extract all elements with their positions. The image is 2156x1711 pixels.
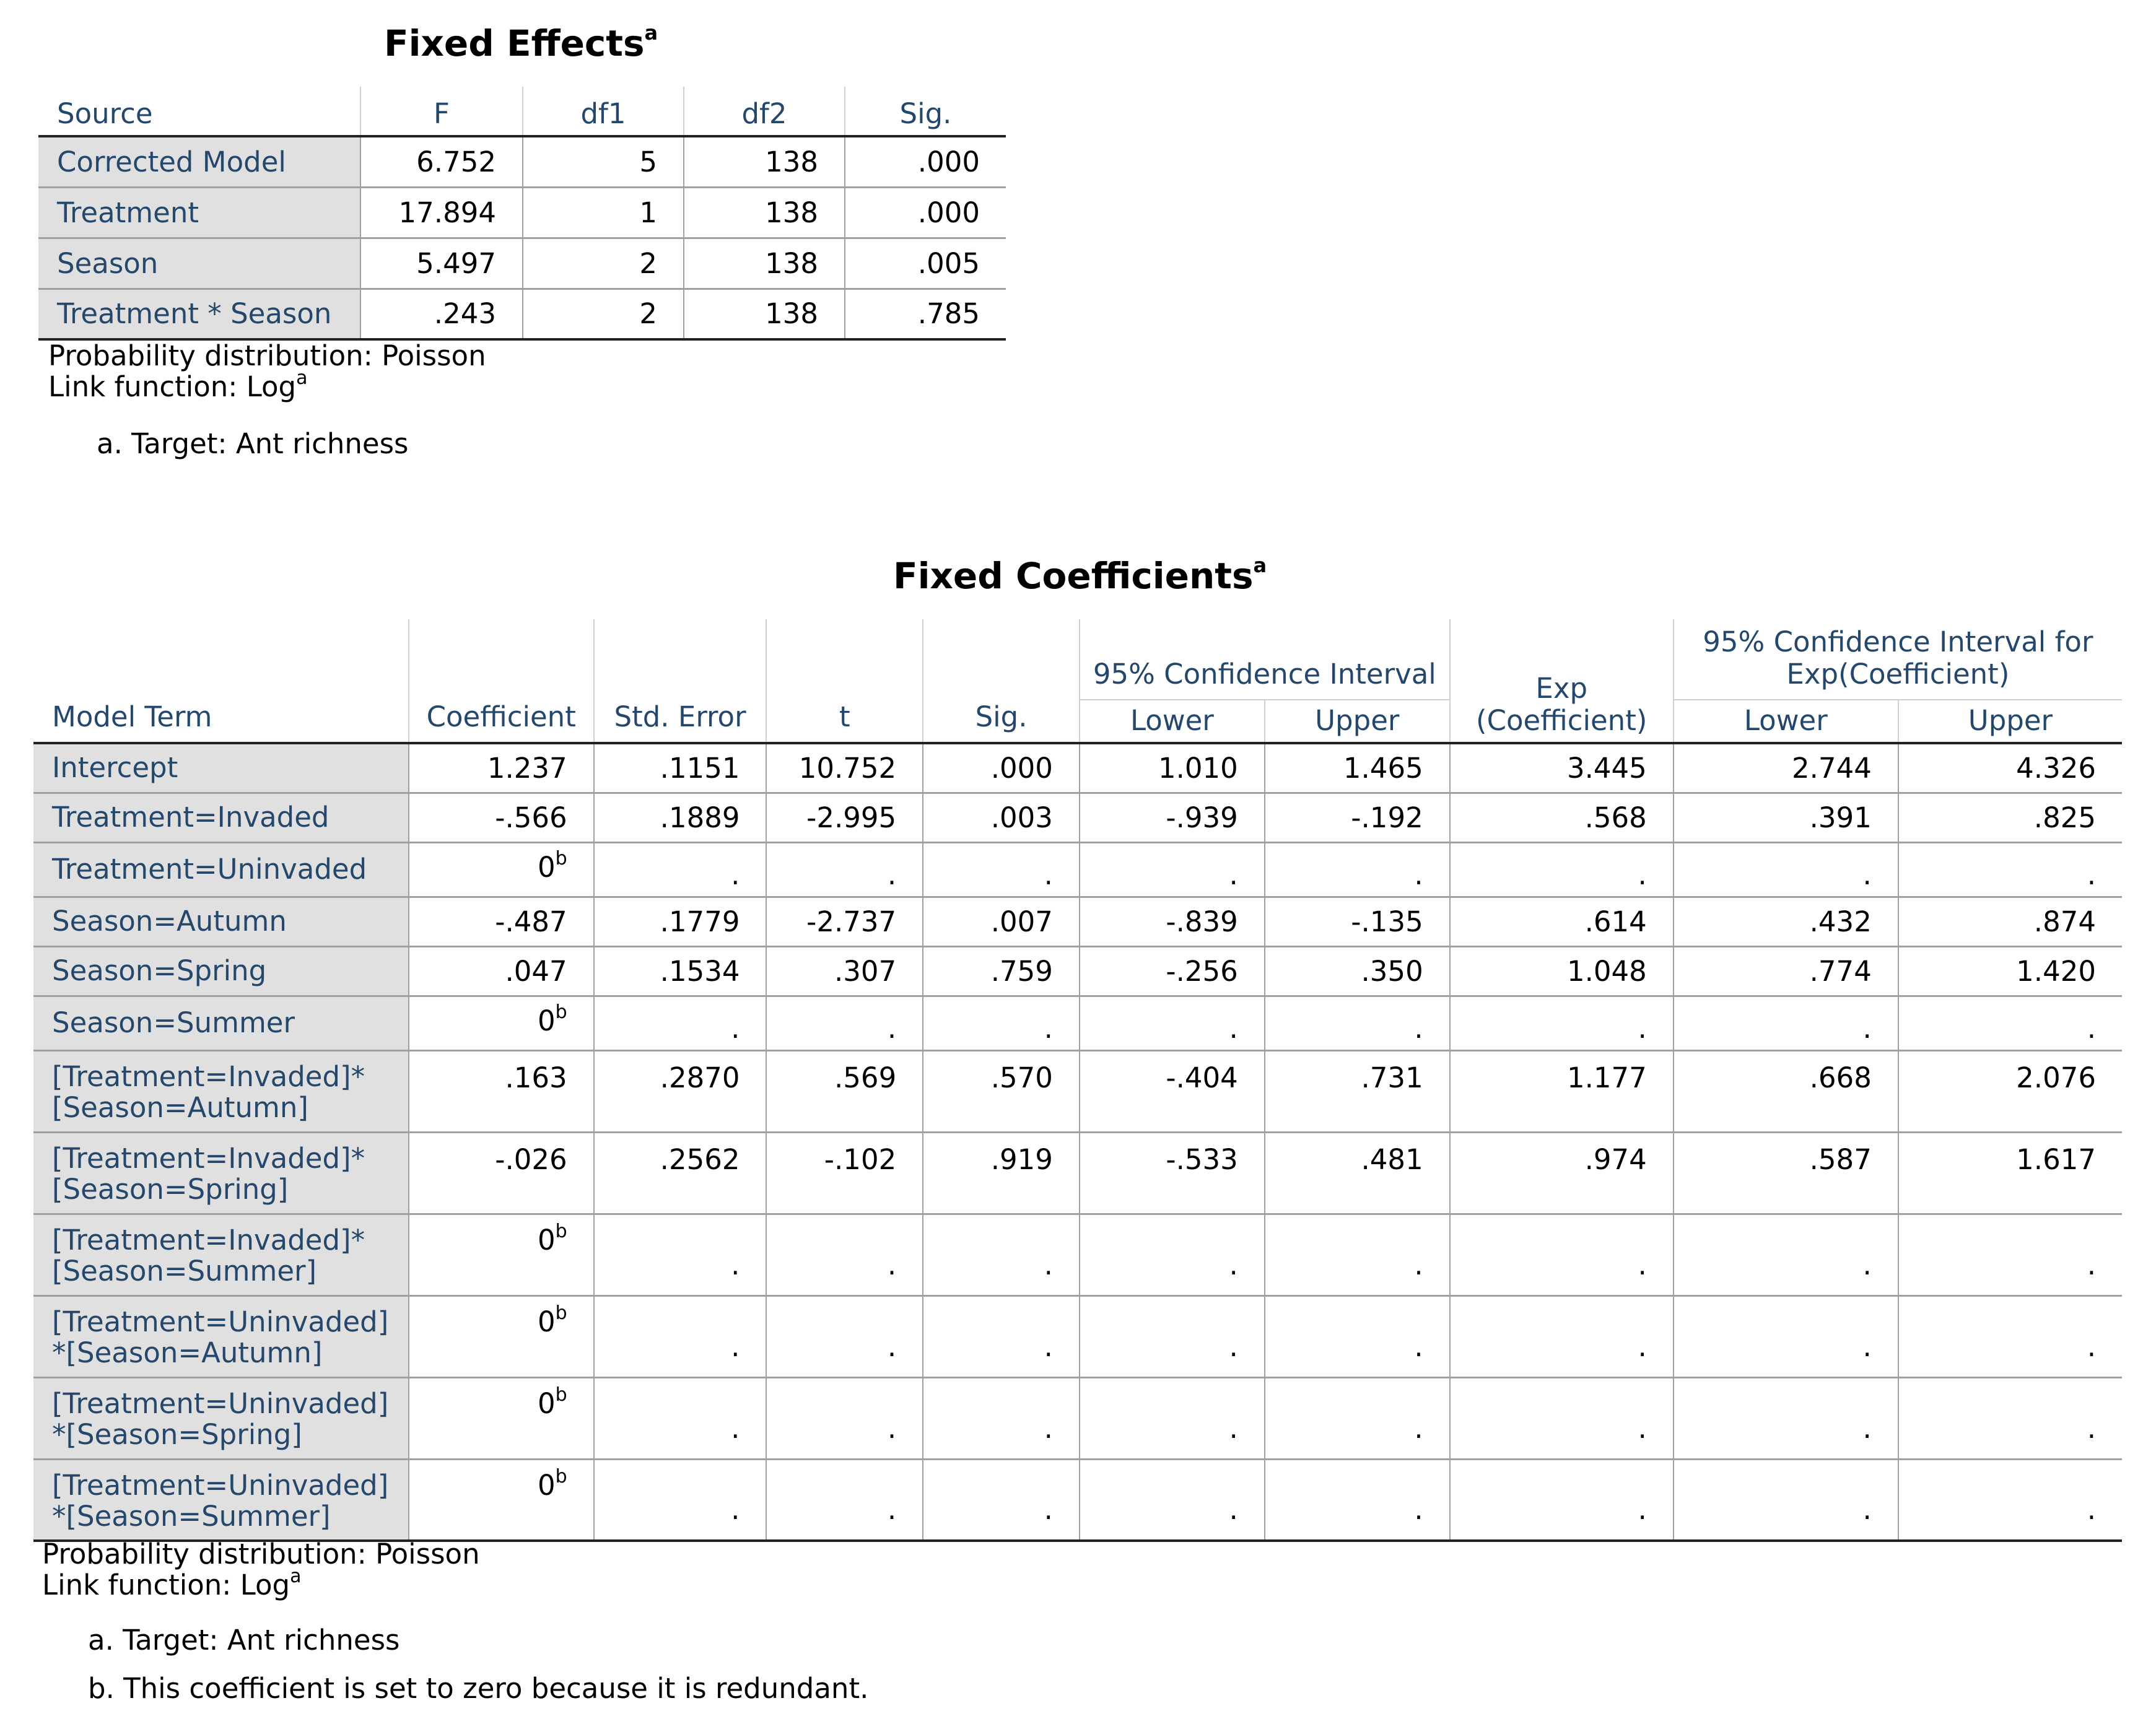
cell-sig: .003 — [923, 793, 1080, 842]
model-term-line2: [Season=Autumn] — [52, 1091, 308, 1124]
table-row — [33, 946, 2122, 996]
table-row — [38, 289, 1006, 339]
coefficient-footnote: b — [555, 1001, 567, 1023]
fixed-coefficients-note-a: a. Target: Ant richness — [88, 1624, 400, 1657]
row-label-model-term — [33, 743, 409, 793]
cell-f: 5.497 — [360, 238, 523, 289]
fixed-coefficients-table — [33, 619, 2122, 1542]
cell-t: .569 — [766, 1050, 923, 1132]
fixed-coefficients-body — [33, 743, 2122, 1541]
cell-exp-ci-lower: . — [1674, 996, 1898, 1050]
model-term-line1: Season=Spring — [52, 954, 267, 987]
model-term-line1: [Treatment=Uninvaded] — [52, 1387, 389, 1420]
col-header-model-term: Model Term — [52, 700, 212, 733]
cell-exp-ci-upper: . — [1898, 842, 2122, 897]
cell-exp-ci-upper: . — [1898, 1377, 2122, 1459]
cell-exp-ci-upper: 1.617 — [1898, 1132, 2122, 1214]
cell-exp-ci-upper: 1.420 — [1898, 946, 2122, 996]
coefficient-value: .163 — [505, 1061, 567, 1094]
cell-exp-coefficient: 1.177 — [1450, 1050, 1674, 1132]
cell-exp-coefficient: . — [1450, 1295, 1674, 1377]
cell-exp-ci-upper: . — [1898, 1295, 2122, 1377]
cell-exp-ci-upper: . — [1898, 1214, 2122, 1295]
row-label-model-term — [33, 996, 409, 1050]
col-header-ci-lower: Lower — [1080, 700, 1265, 743]
coefficient-value: 0 — [537, 850, 556, 884]
cell-std-error: . — [594, 842, 767, 897]
cell-t: .307 — [766, 946, 923, 996]
cell-ci-lower: 1.010 — [1080, 743, 1265, 793]
cell-std-error: . — [594, 1214, 767, 1295]
model-term-line1: Treatment=Invaded — [52, 801, 330, 834]
table-row — [33, 1132, 2122, 1214]
cell-exp-coefficient: . — [1450, 1459, 1674, 1541]
cell-std-error: . — [594, 1459, 767, 1541]
cell-ci-lower: . — [1080, 1377, 1265, 1459]
cell-sig: . — [923, 1377, 1080, 1459]
col-header-exp-ci-line1: 95% Confidence Interval for — [1703, 625, 2093, 658]
cell-ci-lower: -.533 — [1080, 1132, 1265, 1214]
fixed-effects-title — [384, 22, 658, 64]
cell-std-error: .1889 — [594, 793, 767, 842]
coefficient-value: -.487 — [495, 905, 567, 938]
table-row — [33, 1377, 2122, 1459]
cell-t: -2.737 — [766, 897, 923, 946]
cell-std-error: .1779 — [594, 897, 767, 946]
fixed-effects-link-footnote: a — [296, 367, 308, 389]
cell-coefficient — [409, 1459, 594, 1541]
cell-ci-lower: . — [1080, 996, 1265, 1050]
fixed-effects-title-footnote: a — [644, 21, 658, 45]
row-label-model-term — [33, 1459, 409, 1541]
coefficient-footnote: b — [555, 847, 567, 869]
model-term-line1: [Treatment=Invaded]* — [52, 1141, 365, 1175]
col-header-exp-ci-upper: Upper — [1898, 700, 2122, 743]
cell-sig: . — [923, 842, 1080, 897]
coefficient-footnote: b — [555, 1220, 567, 1242]
cell-df2: 138 — [684, 289, 845, 339]
col-header-exp-ci-lower: Lower — [1674, 700, 1898, 743]
coefficient-footnote: b — [555, 1465, 567, 1487]
row-label-source: Season — [38, 238, 360, 289]
fixed-effects-header-row — [38, 87, 1006, 136]
cell-ci-upper: . — [1265, 1214, 1450, 1295]
row-label-model-term — [33, 1050, 409, 1132]
col-header-coefficient: Coefficient — [409, 619, 594, 743]
col-header-f: F — [360, 87, 523, 136]
coefficient-value: 0 — [537, 1305, 556, 1338]
table-row — [33, 1459, 2122, 1541]
cell-std-error: . — [594, 1295, 767, 1377]
cell-f: 6.752 — [360, 136, 523, 187]
cell-std-error: .2562 — [594, 1132, 767, 1214]
col-header-df1: df1 — [523, 87, 684, 136]
cell-sig: .007 — [923, 897, 1080, 946]
cell-coefficient — [409, 897, 594, 946]
cell-sig: . — [923, 1295, 1080, 1377]
cell-exp-ci-upper: .874 — [1898, 897, 2122, 946]
cell-ci-lower: -.256 — [1080, 946, 1265, 996]
cell-std-error: .2870 — [594, 1050, 767, 1132]
row-label-model-term — [33, 842, 409, 897]
table-row — [38, 238, 1006, 289]
cell-df1: 1 — [523, 187, 684, 238]
coefficient-value: 0 — [537, 1468, 556, 1502]
cell-coefficient — [409, 743, 594, 793]
cell-df1: 2 — [523, 238, 684, 289]
cell-sig: .000 — [845, 136, 1006, 187]
col-header-exp-line1: Exp — [1535, 672, 1588, 705]
col-header-std-error: Std. Error — [594, 619, 767, 743]
row-label-model-term — [33, 1132, 409, 1214]
model-term-line1: [Treatment=Uninvaded] — [52, 1468, 389, 1502]
cell-sig: .000 — [845, 187, 1006, 238]
col-header-source: Source — [57, 97, 153, 130]
cell-ci-upper: . — [1265, 996, 1450, 1050]
col-header-ci-upper: Upper — [1265, 700, 1450, 743]
fixed-effects-note-a: a. Target: Ant richness — [97, 427, 409, 460]
row-label-model-term — [33, 1214, 409, 1295]
row-label-model-term — [33, 946, 409, 996]
cell-ci-lower: . — [1080, 1295, 1265, 1377]
cell-df1: 5 — [523, 136, 684, 187]
cell-t: . — [766, 996, 923, 1050]
fixed-coefficients-title-text: Fixed Coefficients — [893, 555, 1254, 597]
col-header-sig: Sig. — [923, 619, 1080, 743]
fixed-coefficients-note-b: b. This coefficient is set to zero because it is redundant. — [88, 1672, 869, 1705]
coefficient-footnote: b — [555, 1383, 567, 1406]
table-row — [38, 136, 1006, 187]
model-term-line1: Intercept — [52, 751, 178, 785]
cell-std-error: . — [594, 996, 767, 1050]
cell-exp-coefficient: 1.048 — [1450, 946, 1674, 996]
cell-t: . — [766, 1295, 923, 1377]
cell-exp-ci-lower: .774 — [1674, 946, 1898, 996]
cell-ci-upper: . — [1265, 1295, 1450, 1377]
cell-t: -.102 — [766, 1132, 923, 1214]
cell-f: 17.894 — [360, 187, 523, 238]
fixed-effects-link — [48, 367, 308, 403]
col-header-exp-line2: (Coefficient) — [1476, 704, 1648, 737]
model-term-line1: Treatment=Uninvaded — [52, 853, 367, 886]
cell-exp-coefficient: .974 — [1450, 1132, 1674, 1214]
cell-t: . — [766, 1377, 923, 1459]
cell-std-error: . — [594, 1377, 767, 1459]
cell-exp-ci-upper: 2.076 — [1898, 1050, 2122, 1132]
cell-t: 10.752 — [766, 743, 923, 793]
cell-exp-coefficient: . — [1450, 996, 1674, 1050]
coefficient-value: 0 — [537, 1387, 556, 1420]
coefficient-value: .047 — [505, 954, 567, 988]
col-header-t: t — [766, 619, 923, 743]
cell-std-error: .1151 — [594, 743, 767, 793]
table-row — [33, 842, 2122, 897]
row-label-model-term — [33, 793, 409, 842]
cell-exp-ci-upper: 4.326 — [1898, 743, 2122, 793]
cell-ci-lower: -.939 — [1080, 793, 1265, 842]
cell-ci-upper: . — [1265, 1377, 1450, 1459]
cell-ci-lower: . — [1080, 842, 1265, 897]
table-row — [33, 897, 2122, 946]
cell-exp-ci-upper: . — [1898, 1459, 2122, 1541]
cell-coefficient — [409, 1132, 594, 1214]
cell-ci-upper: .731 — [1265, 1050, 1450, 1132]
cell-df2: 138 — [684, 238, 845, 289]
fixed-effects-body — [38, 136, 1006, 339]
cell-sig: .005 — [845, 238, 1006, 289]
cell-t: . — [766, 1214, 923, 1295]
cell-exp-ci-lower: . — [1674, 1214, 1898, 1295]
fixed-coefficients-title-footnote: a — [1253, 554, 1267, 577]
coefficient-value: 1.237 — [487, 751, 567, 785]
cell-sig: .759 — [923, 946, 1080, 996]
cell-ci-lower: -.404 — [1080, 1050, 1265, 1132]
col-header-ci-group: 95% Confidence Interval — [1080, 619, 1450, 700]
cell-t: . — [766, 842, 923, 897]
cell-ci-upper: . — [1265, 842, 1450, 897]
row-label-model-term — [33, 1377, 409, 1459]
row-label-source: Treatment * Season — [38, 289, 360, 339]
cell-sig: .919 — [923, 1132, 1080, 1214]
model-term-line1: [Treatment=Uninvaded] — [52, 1305, 389, 1338]
row-label-model-term — [33, 1295, 409, 1377]
cell-coefficient — [409, 1050, 594, 1132]
fixed-coefficients-link-text: Link function: Log — [42, 1569, 290, 1601]
cell-exp-ci-lower: . — [1674, 1459, 1898, 1541]
coefficient-footnote: b — [555, 1302, 567, 1324]
cell-exp-ci-lower: . — [1674, 1295, 1898, 1377]
fixed-effects-distribution: Probability distribution: Poisson — [48, 339, 486, 372]
cell-sig: . — [923, 1459, 1080, 1541]
cell-exp-ci-upper: .825 — [1898, 793, 2122, 842]
cell-ci-upper: -.192 — [1265, 793, 1450, 842]
col-header-exp-coefficient — [1450, 619, 1674, 743]
col-header-sig: Sig. — [845, 87, 1006, 136]
cell-coefficient — [409, 946, 594, 996]
cell-exp-coefficient: .568 — [1450, 793, 1674, 842]
fixed-coefficients-title — [893, 555, 1267, 597]
model-term-line1: Season=Summer — [52, 1006, 295, 1039]
cell-sig: . — [923, 996, 1080, 1050]
col-header-df2: df2 — [684, 87, 845, 136]
cell-ci-lower: . — [1080, 1214, 1265, 1295]
col-header-exp-ci-group — [1674, 619, 2122, 700]
cell-coefficient — [409, 842, 594, 897]
cell-ci-upper: .481 — [1265, 1132, 1450, 1214]
fixed-effects-link-text: Link function: Log — [48, 370, 297, 403]
cell-df2: 138 — [684, 136, 845, 187]
cell-coefficient — [409, 1295, 594, 1377]
cell-coefficient — [409, 793, 594, 842]
cell-df2: 138 — [684, 187, 845, 238]
row-label-source: Treatment — [38, 187, 360, 238]
table-row — [38, 187, 1006, 238]
cell-exp-ci-lower: 2.744 — [1674, 743, 1898, 793]
cell-coefficient — [409, 1214, 594, 1295]
cell-exp-coefficient: 3.445 — [1450, 743, 1674, 793]
model-term-line2: [Season=Spring] — [52, 1172, 289, 1206]
table-row — [33, 1295, 2122, 1377]
coefficient-value: 0 — [537, 1004, 556, 1037]
col-header-exp-ci-line2: Exp(Coefficient) — [1786, 658, 2010, 690]
fixed-coefficients-link — [42, 1565, 302, 1601]
cell-sig: .785 — [845, 289, 1006, 339]
cell-std-error: .1534 — [594, 946, 767, 996]
fixed-coefficients-link-footnote: a — [290, 1565, 302, 1587]
cell-exp-coefficient: . — [1450, 842, 1674, 897]
cell-ci-lower: -.839 — [1080, 897, 1265, 946]
cell-sig: . — [923, 1214, 1080, 1295]
cell-exp-ci-lower: . — [1674, 1377, 1898, 1459]
cell-ci-upper: . — [1265, 1459, 1450, 1541]
row-label-model-term — [33, 897, 409, 946]
model-term-line1: Season=Autumn — [52, 905, 287, 938]
fixed-coefficients-header-row-1 — [33, 619, 2122, 700]
model-term-line2: *[Season=Summer] — [52, 1499, 331, 1533]
cell-coefficient — [409, 996, 594, 1050]
coefficient-value: 0 — [537, 1223, 556, 1256]
cell-coefficient — [409, 1377, 594, 1459]
fixed-coefficients-distribution: Probability distribution: Poisson — [42, 1538, 480, 1570]
cell-ci-upper: 1.465 — [1265, 743, 1450, 793]
cell-df1: 2 — [523, 289, 684, 339]
model-term-line2: [Season=Summer] — [52, 1254, 317, 1287]
table-row — [33, 1050, 2122, 1132]
cell-sig: .570 — [923, 1050, 1080, 1132]
coefficient-value: -.026 — [495, 1143, 567, 1176]
cell-t: . — [766, 1459, 923, 1541]
model-term-line2: *[Season=Autumn] — [52, 1336, 323, 1369]
cell-exp-ci-lower: .587 — [1674, 1132, 1898, 1214]
model-term-line2: *[Season=Spring] — [52, 1417, 302, 1451]
table-row — [33, 743, 2122, 793]
row-label-source: Corrected Model — [38, 136, 360, 187]
fixed-effects-title-text: Fixed Effects — [384, 22, 645, 64]
table-row — [33, 793, 2122, 842]
cell-exp-ci-lower: .432 — [1674, 897, 1898, 946]
cell-exp-coefficient: . — [1450, 1214, 1674, 1295]
cell-sig: .000 — [923, 743, 1080, 793]
cell-ci-lower: . — [1080, 1459, 1265, 1541]
cell-exp-coefficient: . — [1450, 1377, 1674, 1459]
cell-ci-upper: -.135 — [1265, 897, 1450, 946]
cell-exp-ci-lower: .391 — [1674, 793, 1898, 842]
fixed-effects-table — [38, 87, 1006, 341]
table-row — [33, 1214, 2122, 1295]
cell-exp-coefficient: .614 — [1450, 897, 1674, 946]
cell-exp-ci-lower: .668 — [1674, 1050, 1898, 1132]
cell-exp-ci-upper: . — [1898, 996, 2122, 1050]
cell-t: -2.995 — [766, 793, 923, 842]
table-row — [33, 996, 2122, 1050]
model-term-line1: [Treatment=Invaded]* — [52, 1060, 365, 1093]
model-term-line1: [Treatment=Invaded]* — [52, 1223, 365, 1256]
cell-ci-upper: .350 — [1265, 946, 1450, 996]
cell-exp-ci-lower: . — [1674, 842, 1898, 897]
coefficient-value: -.566 — [495, 801, 567, 834]
cell-f: .243 — [360, 289, 523, 339]
